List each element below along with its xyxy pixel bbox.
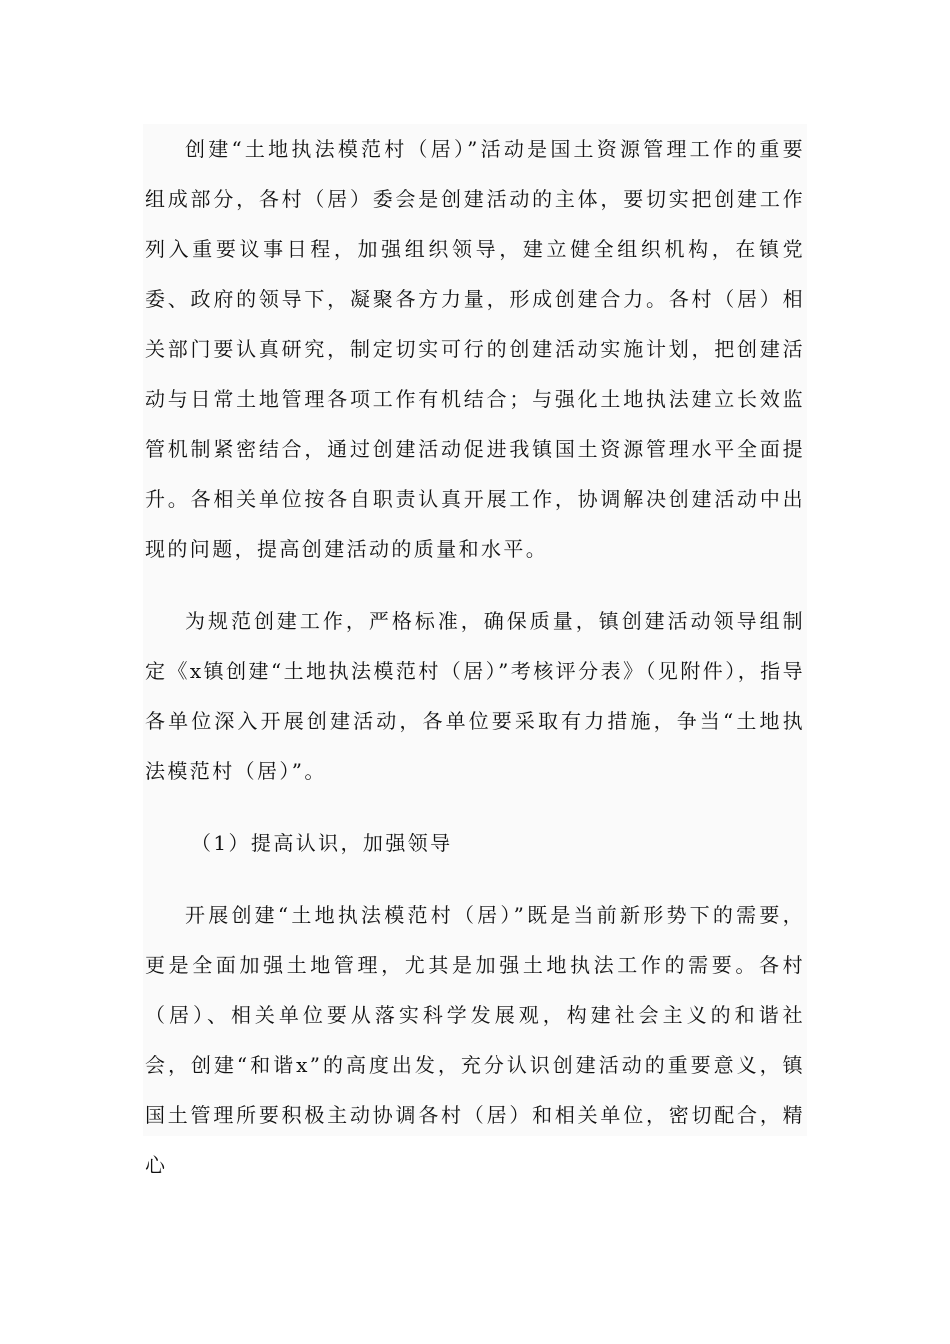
paragraph-gap	[143, 574, 807, 596]
section-heading-raise-awareness: （1）提高认识，加强领导	[191, 831, 453, 855]
document-body	[143, 124, 807, 1177]
paragraph-assessment-standard: 为规范创建工作，严格标准，确保质量，镇创建活动领导组制定《x镇创建“土地执法模范村（居）”考核评分表》（见附件），指导各单位深入开展创建活动，各单位要采取有力措施，争当“土地执法模范村（居）”。	[145, 609, 805, 783]
paragraph-raise-awareness: 开展创建“土地执法模范村（居）”既是当前新形势下的需要，更是全面加强土地管理，尤其是加强土地执法工作的需要。各村（居）、相关单位要从落实科学发展观，构建社会主义的和谐社会，创建“和谐x”的高度出发，充分认识创建活动的重要意义，镇国土管理所要积极主动协调各村（居）和相关单位，密切配合，精心	[145, 903, 805, 1177]
paragraph-gap	[143, 796, 807, 818]
paragraph-gap	[143, 868, 807, 890]
paragraph-creation-activity: 创建“土地执法模范村（居）”活动是国土资源管理工作的重要组成部分，各村（居）委会是创建活动的主体，要切实把创建工作列入重要议事日程，加强组织领导，建立健全组织机构，在镇党委、政府的领导下，凝聚各方力量，形成创建合力。各村（居）相关部门要认真研究，制定切实可行的创建活动实施计划，把创建活动与日常土地管理各项工作有机结合；与强化土地执法建立长效监管机制紧密结合，通过创建活动促进我镇国土资源管理水平全面提升。各相关单位按各自职责认真开展工作，协调解决创建活动中出现的问题，提高创建活动的质量和水平。	[145, 137, 805, 561]
